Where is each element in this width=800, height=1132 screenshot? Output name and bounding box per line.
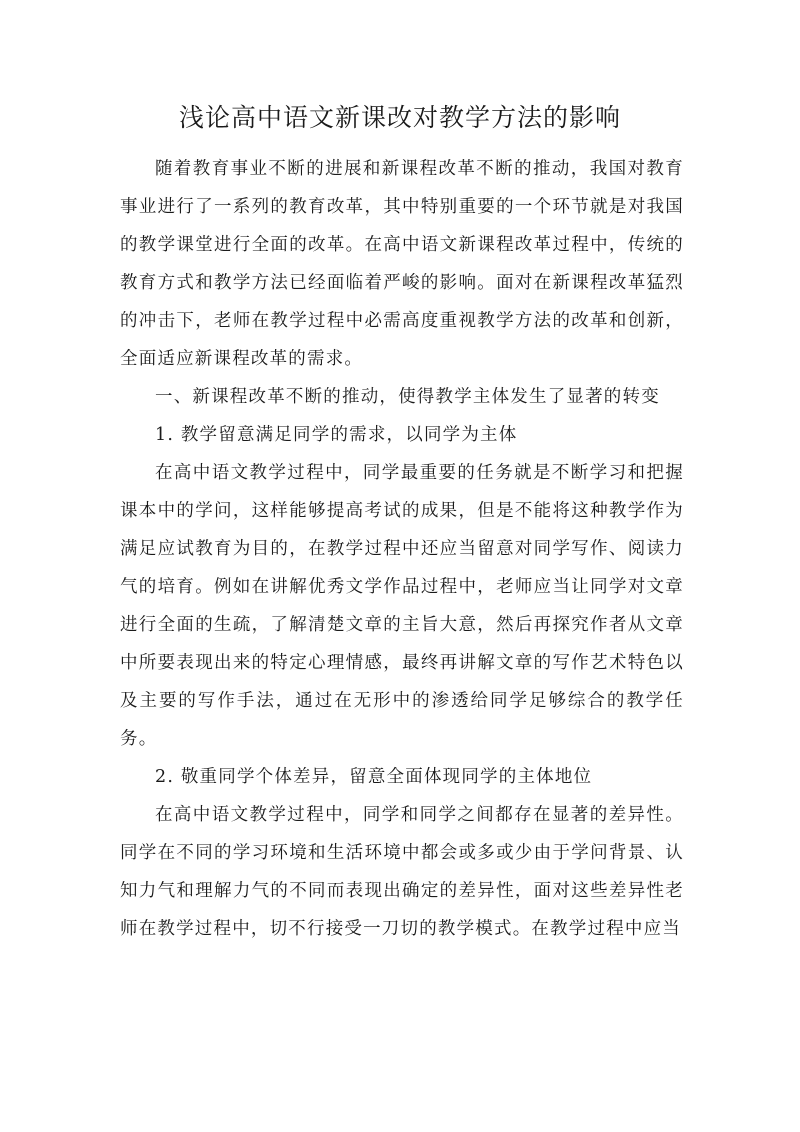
document-title: 浅论高中语文新课改对教学方法的影响 (178, 103, 621, 132)
document-page (120, 0, 684, 1132)
document-body (120, 150, 684, 948)
subsection-heading-1: 1. 教学留意满足同学的需求，以同学为主体 (155, 425, 518, 445)
intro-paragraph: 随着教育事业不断的进展和新课程改革不断的推动，我国对教育事业进行了一系列的教育改革，其中特别重要的一个环节就是对我国的教学课堂进行全面的改革。在高中语文新课程改革过程中，传统的教育方式和教学方法已经面临着严峻的影响。面对在新课程改革猛烈的冲击下，老师在教学过程中必需高度重视教学方法的改革和创新，全面适应新课程改革的需求。 (120, 159, 684, 369)
section-heading-1: 一、新课程改革不断的推动，使得教学主体发生了显著的转变 (155, 387, 660, 407)
subsection-heading-2: 2. 敬重同学个体差异，留意全面体现同学的主体地位 (155, 767, 593, 787)
body-paragraph-1: 在高中语文教学过程中，同学最重要的任务就是不断学习和把握课本中的学问，这样能够提高考试的成果，但是不能将这种教学作为满足应试教育为目的，在教学过程中还应当留意对同学写作、阅读力气的培育。例如在讲解优秀文学作品过程中，老师应当让同学对文章进行全面的生疏，了解清楚文章的主旨大意，然后再探究作者从文章中所要表现出来的特定心理情感，最终再讲解文章的写作艺术特色以及主要的写作手法，通过在无形中的渗透给同学足够综合的教学任务。 (120, 463, 684, 749)
body-paragraph-2: 在高中语文教学过程中，同学和同学之间都存在显著的差异性。同学在不同的学习环境和生活环境中都会或多或少由于学问背景、认知力气和理解力气的不同而表现出确定的差异性，面对这些差异性老师在教学过程中，切不行接受一刀切的教学模式。在教学过程中应当 (120, 805, 684, 939)
